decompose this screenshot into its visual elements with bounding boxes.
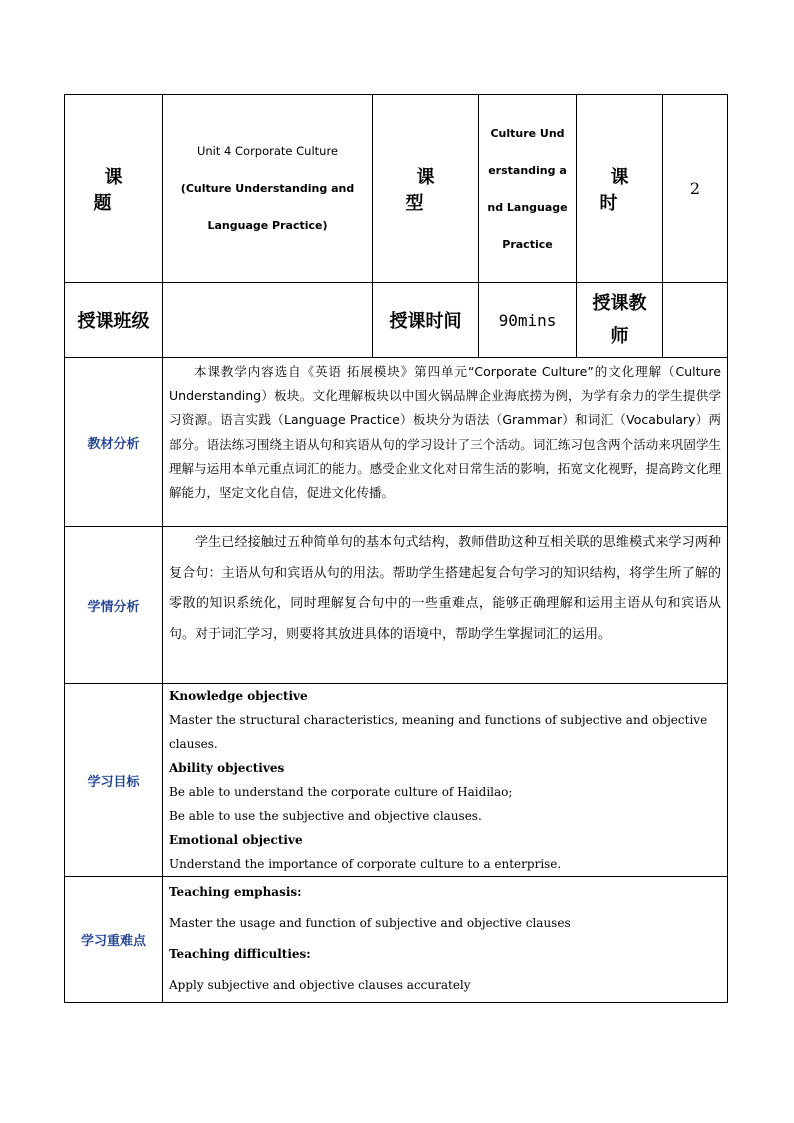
teacher-label-cell (577, 283, 663, 358)
course-title-line3: Language Practice) (207, 219, 328, 232)
class-row (65, 283, 728, 358)
emphasis-heading: Teaching emphasis: (169, 885, 302, 899)
time-label: 授课时间 (389, 311, 462, 332)
teacher-label: 授课教师 (592, 293, 647, 347)
course-label: 课 题 (93, 166, 145, 214)
class-value-cell (163, 283, 373, 358)
objectives-label-cell (65, 684, 163, 877)
key-points-label: 学习重难点 (80, 934, 146, 949)
type-value-cell (479, 95, 577, 283)
time-value-cell (479, 283, 577, 358)
key-points-label-cell (65, 877, 163, 1003)
difficulties-text: Apply subjective and objective clauses accurately (169, 978, 471, 992)
textbook-analysis-row (65, 358, 728, 527)
time-value: 90mins (498, 310, 557, 330)
class-label-cell (65, 283, 163, 358)
type-label-cell (373, 95, 479, 283)
emotional-text: Understand the importance of corporate culture to a enterprise. (169, 857, 562, 871)
difficulties-heading: Teaching difficulties: (169, 947, 311, 961)
type-value: Culture Understanding and Language Practice (487, 126, 568, 251)
hours-value-cell (663, 95, 728, 283)
student-analysis-label: 学情分析 (87, 599, 140, 615)
lesson-plan-table (64, 94, 728, 1003)
key-points-content (163, 877, 728, 1003)
objectives-label: 学习目标 (87, 774, 140, 790)
textbook-analysis-text: 本课教学内容选自《英语 拓展模块》第四单元“Corporate Culture”的文化理解（Culture Understanding）板块。文化理解板块以中国火锅品牌企业海底捞为例，为学有余力的学生提供学习资源。语言实践（Language Practice）板块分为语法（Grammar）和词汇（Vocabulary）两部分。语法练习围绕主语从句和宾语从句的学习设计了三个活动。词汇练习包含两个活动来巩固学生理解与运用本单元重点词汇的能力。感受企业文化对日常生活的影响，拓宽文化视野，提高跨文化理解能力，坚定文化自信，促进文化传播。 (163, 358, 728, 527)
teacher-value-cell (663, 283, 728, 358)
ability-heading: Ability objectives (169, 761, 285, 775)
course-title-cell (163, 95, 373, 283)
student-analysis-row (65, 527, 728, 684)
objectives-content (163, 684, 728, 877)
student-analysis-label-cell (65, 527, 163, 684)
course-label-cell (65, 95, 163, 283)
course-title-line2: (Culture Understanding and (180, 182, 355, 195)
time-label-cell (373, 283, 479, 358)
class-label: 授课班级 (77, 311, 150, 332)
key-points-row (65, 877, 728, 1003)
hours-label-cell (577, 95, 663, 283)
hours-value: 2 (689, 179, 701, 198)
course-title-line1: Unit 4 Corporate Culture (196, 144, 339, 158)
knowledge-heading: Knowledge objective (169, 689, 308, 703)
ability-text-1: Be able to understand the corporate culture of Haidilao; (169, 785, 513, 799)
emphasis-text: Master the usage and function of subjective and objective clauses (169, 916, 571, 930)
textbook-analysis-label: 教材分析 (87, 436, 140, 452)
type-label: 课 型 (405, 166, 457, 214)
textbook-analysis-label-cell (65, 358, 163, 527)
ability-text-2: Be able to use the subjective and objective clauses. (169, 809, 482, 823)
header-row (65, 95, 728, 283)
student-analysis-text: 学生已经接触过五种简单句的基本句式结构，教师借助这种互相关联的思维模式来学习两种复合句：主语从句和宾语从句的用法。帮助学生搭建起复合句学习的知识结构，将学生所了解的零散的知识系统化，同时理解复合句中的一些重难点，能够正确理解和运用主语从句和宾语从句。对于词汇学习，则要将其放进具体的语境中，帮助学生掌握词汇的运用。 (163, 527, 728, 684)
knowledge-text: Master the structural characteristics, meaning and functions of subjective and objective clauses. (169, 713, 708, 751)
emotional-heading: Emotional objective (169, 833, 303, 847)
objectives-row (65, 684, 728, 877)
hours-label: 课 时 (599, 166, 651, 214)
